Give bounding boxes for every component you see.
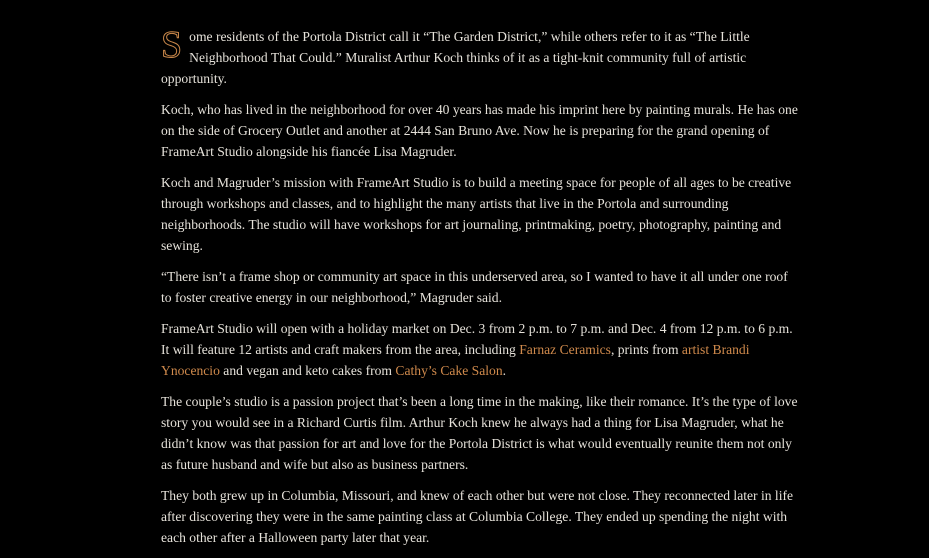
paragraph-4-quote: “There isn’t a frame shop or community art space in this underserved area, so I wanted to have it all under one roof to foster creative energy in our neighborhood,” Magruder said. — [161, 269, 788, 305]
paragraph-6: The couple’s studio is a passion project that’s been a long time in the making, like their romance. It’s the type of love story you would see in a Richard Curtis film. Arthur Koch knew he always had a thing for Lisa Magruder, what he didn’t know was that passion for art and love for the Portola District is what would eventually reunite them not only as future husband and wife but also as business partners. — [161, 394, 798, 472]
article-body — [161, 26, 801, 558]
paragraph-3: Koch and Magruder’s mission with FrameArt Studio is to build a meeting space for people of all ages to be creative through workshops and classes, and to highlight the many artists that live in the Portola and surrounding neighborhoods. The studio will have workshops for art journaling, printmaking, poetry, photography, painting and sewing. — [161, 175, 792, 253]
paragraph-intro-text: ome residents of the Portola District call it “The Garden District,” while others refer to it as “The Little Neighborhood That Could.” Muralist Arthur Koch thinks of it as a tight-knit community full of artistic opportunity. — [161, 29, 750, 86]
paragraph-5-text-4: . — [502, 363, 507, 378]
paragraph-intro — [161, 26, 801, 89]
paragraph-5-text-2: , prints from — [610, 342, 682, 357]
paragraph-5-text-3: and vegan and keto cakes from — [219, 363, 396, 378]
link-farnaz-ceramics[interactable]: Farnaz Ceramics — [519, 342, 611, 357]
paragraph-2: Koch, who has lived in the neighborhood for over 40 years has made his imprint here by painting murals. He has one on the side of Grocery Outlet and another at 2444 San Bruno Ave. Now he is preparing for the grand opening of FrameArt Studio alongside his fiancée Lisa Magruder. — [161, 102, 798, 159]
link-artist-brandi-ynocencio[interactable]: artist Brandi Ynocencio — [161, 342, 750, 378]
paragraph-7: They both grew up in Columbia, Missouri, and knew of each other but were not close. They reconnected later in life after discovering they were in the same painting class at Columbia College. They ended up spending the night with each other after a Halloween party later that year. — [161, 488, 794, 545]
paragraph-5 — [161, 318, 801, 381]
drop-cap: S — [161, 24, 183, 66]
paragraph-5-text-1: FrameArt Studio will open with a holiday market on Dec. 3 from 2 p.m. to 7 p.m. and Dec. 4 from 12 p.m. to 6 p.m. It will feature 12 artists and craft makers from the area, including — [161, 321, 793, 357]
link-cathys-cake-salon[interactable]: Cathy’s Cake Salon — [395, 363, 503, 378]
